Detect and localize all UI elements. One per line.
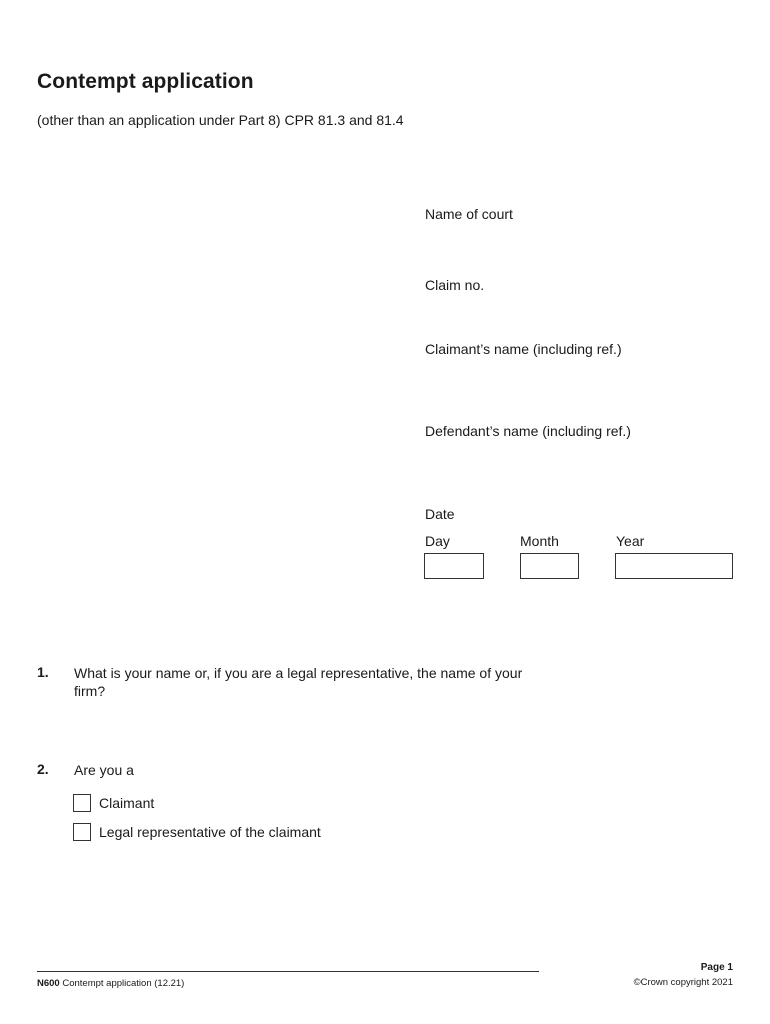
page-number: Page 1 (700, 962, 733, 973)
claimant-name-label: Claimant’s name (including ref.) (425, 341, 622, 357)
date-day-label: Day (425, 533, 450, 549)
date-year-input[interactable] (615, 553, 733, 579)
page-subtitle: (other than an application under Part 8) CPR 81.3 and 81.4 (37, 112, 404, 128)
claimant-checkbox[interactable] (73, 794, 91, 812)
option-legal-representative[interactable] (73, 823, 321, 841)
legal-representative-option-label: Legal representative of the claimant (99, 824, 321, 840)
footer-form-id (37, 978, 184, 989)
copyright-notice: ©Crown copyright 2021 (633, 977, 733, 988)
question-1-text: What is your name or, if you are a legal representative, the name of your firm? (74, 665, 523, 699)
date-year-label: Year (616, 533, 645, 549)
date-month-label: Month (520, 533, 559, 549)
footer-divider (37, 971, 539, 972)
claimant-option-label: Claimant (99, 795, 155, 811)
option-claimant[interactable] (73, 794, 154, 812)
question-2-text: Are you a (74, 762, 134, 778)
date-month-input[interactable] (520, 553, 579, 579)
date-day-input[interactable] (424, 553, 484, 579)
name-of-court-label: Name of court (425, 206, 513, 222)
page-title: Contempt application (37, 70, 254, 93)
date-label: Date (425, 506, 455, 522)
form-code: N600 (37, 978, 60, 989)
legal-representative-checkbox[interactable] (73, 823, 91, 841)
defendant-name-label: Defendant’s name (including ref.) (425, 423, 631, 439)
claim-no-label: Claim no. (425, 277, 485, 293)
question-1-number: 1. (37, 664, 49, 680)
form-title: Contempt application (12.21) (62, 978, 185, 989)
question-2-number: 2. (37, 761, 49, 777)
